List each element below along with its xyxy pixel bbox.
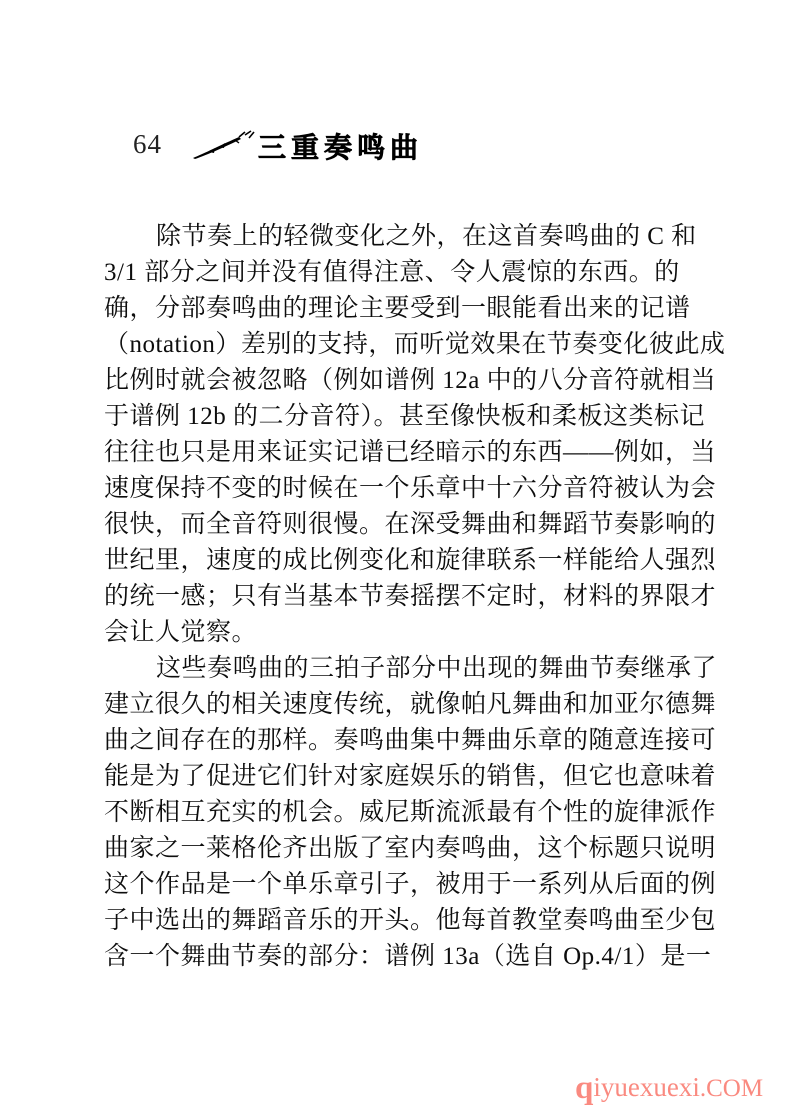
paragraph — [104, 651, 718, 975]
text-line: 速度保持不变的时候在一个乐章中十六分音符被认为会 — [104, 475, 717, 502]
paragraph — [104, 219, 726, 651]
text-line: 不断相互充实的机会。威尼斯流派最有个性的旋律派作 — [104, 799, 717, 826]
page-header — [133, 126, 693, 166]
text-line: 世纪里，速度的成比例变化和旋律联系一样能给人强烈 — [104, 547, 717, 574]
text-line: 3/1 部分之间并没有值得注意、令人震惊的东西。的 — [104, 259, 680, 286]
watermark-name: iyuexuexi — [593, 1072, 700, 1102]
text-line: 于谱例 12b 的二分音符）。甚至像快板和柔板这类标记 — [104, 403, 706, 430]
running-title: 三重奏鸣曲 — [258, 133, 424, 164]
watermark — [575, 1070, 763, 1109]
text-line: 的统一感；只有当基本节奏摇摆不定时，材料的界限才 — [104, 583, 717, 610]
text-line: 确，分部奏鸣曲的理论主要受到一眼能看出来的记谱 — [104, 295, 691, 322]
text-line: 这些奏鸣曲的三拍子部分中出现的舞曲节奏继承了 — [156, 655, 718, 682]
text-line: 建立很久的相关速度传统，就像帕凡舞曲和加亚尔德舞 — [104, 691, 717, 718]
text-line: 除节奏上的轻微变化之外，在这首奏鸣曲的 C 和 — [156, 223, 697, 250]
quill-flourish-icon — [189, 128, 261, 162]
text-line: 这个作品是一个单乐章引子，被用于一系列从后面的例 — [104, 871, 717, 898]
page-number: 64 — [133, 129, 162, 159]
text-line: 子中选出的舞蹈音乐的开头。他每首教堂奏鸣曲至少包 — [104, 907, 717, 934]
text-line: 含一个舞曲节奏的部分：谱例 13a（选自 Op.4/1）是一 — [104, 943, 712, 970]
body-text — [104, 219, 726, 975]
text-line: 曲家之一莱格伦齐出版了室内奏鸣曲，这个标题只说明 — [104, 835, 717, 862]
text-line: 曲之间存在的那样。奏鸣曲集中舞曲乐章的随意连接可 — [104, 727, 717, 754]
text-line: 很快，而全音符则很慢。在深受舞曲和舞蹈节奏影响的 — [104, 511, 717, 538]
text-line: 比例时就会被忽略（例如谱例 12a 中的八分音符就相当 — [104, 367, 717, 394]
text-line: 会让人觉察。 — [104, 619, 258, 646]
watermark-q: q — [575, 1070, 594, 1106]
watermark-tld: .COM — [699, 1075, 764, 1102]
text-line: （notation）差别的支持，而听觉效果在节奏变化彼此成 — [104, 331, 726, 358]
text-line: 能是为了促进它们针对家庭娱乐的销售，但它也意味着 — [104, 763, 717, 790]
text-line: 往往也只是用来证实记谱已经暗示的东西——例如，当 — [104, 439, 717, 466]
